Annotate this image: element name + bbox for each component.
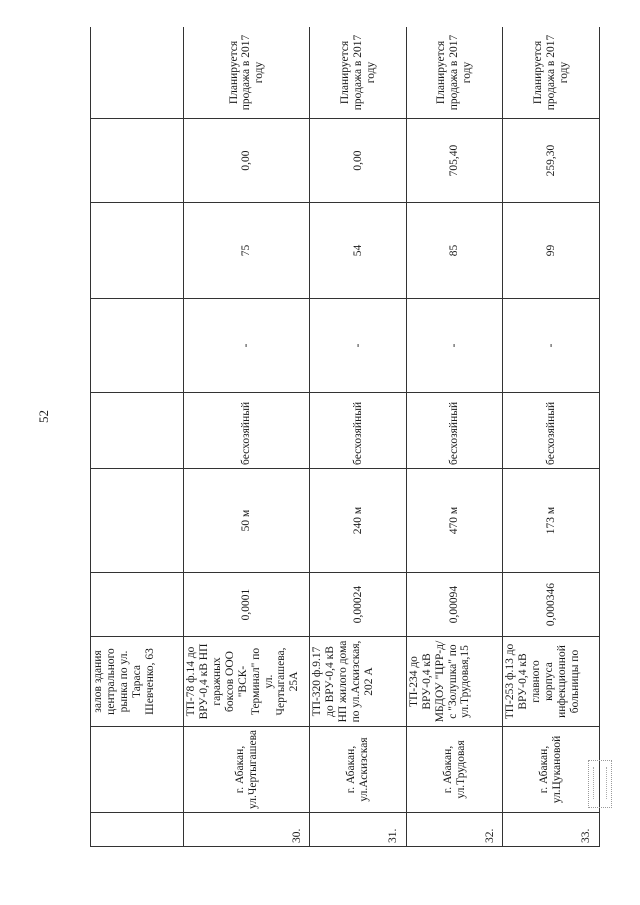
cell-dash: - [184, 299, 310, 393]
cell-status [91, 393, 184, 469]
cell-power: 85 [406, 203, 503, 299]
cell-power: 99 [503, 203, 600, 299]
cell-value: 0,00094 [406, 573, 503, 637]
cell-length: 470 м [406, 469, 503, 573]
cell-value: 0,00024 [310, 573, 407, 637]
page-number: 52 [36, 410, 51, 423]
cell-address: г. Абакан, ул.Чертыгашева [184, 727, 310, 813]
cell-dash [91, 299, 184, 393]
cell-plan: Планируется продажа в 2017 году [310, 27, 407, 119]
cell-route: ТП-320 ф.9.17 до ВРУ-0,4 кВ НП жилого дома по ул.Аскизская, 202 А [310, 637, 407, 727]
cell-plan [91, 27, 184, 119]
cell-length: 240 м [310, 469, 407, 573]
scan-stamp-mark [588, 760, 612, 808]
cell-amount: 0,00 [310, 119, 407, 203]
cell-route: залов здания центрального рынка по ул. Тараса Шевченко, 63 [91, 637, 184, 727]
table-wrapper [90, 27, 600, 847]
cell-length: 173 м [503, 469, 600, 573]
cell-route: ТП-78 ф.14 до ВРУ-0,4 кВ НП гаражных боксов ООО "ВСК-Терминал" по ул. Чертыгашева, 25А [184, 637, 310, 727]
table-row [184, 27, 310, 847]
cell-dash: - [503, 299, 600, 393]
cell-power: 75 [184, 203, 310, 299]
cell-length [91, 469, 184, 573]
cell-status: бесхозяйный [406, 393, 503, 469]
cell-address: г. Абакан, ул.Цукановой [503, 727, 600, 813]
cell-value: 0,000346 [503, 573, 600, 637]
cell-value [91, 573, 184, 637]
cell-value: 0,0001 [184, 573, 310, 637]
cell-status: бесхозяйный [503, 393, 600, 469]
cell-num: 30. [184, 813, 310, 847]
cell-num: 31. [310, 813, 407, 847]
cell-address: г. Абакан, ул.Аскизская [310, 727, 407, 813]
cell-amount: 705,40 [406, 119, 503, 203]
cell-dash: - [310, 299, 407, 393]
table-row-continuation [91, 27, 184, 847]
cell-status: бесхозяйный [310, 393, 407, 469]
assets-table [90, 27, 600, 847]
cell-amount: 259,30 [503, 119, 600, 203]
cell-dash: - [406, 299, 503, 393]
cell-length: 50 м [184, 469, 310, 573]
table-row [310, 27, 407, 847]
cell-power: 54 [310, 203, 407, 299]
table-row [503, 27, 600, 847]
cell-plan: Планируется продажа в 2017 году [503, 27, 600, 119]
cell-num: 33. [503, 813, 600, 847]
cell-route: ТП-234 до ВРУ-0,4 кВ МБДОУ "ЦРР-д/с "Золушка" по ул.Трудовая,15 [406, 637, 503, 727]
cell-amount [91, 119, 184, 203]
cell-plan: Планируется продажа в 2017 году [184, 27, 310, 119]
cell-amount: 0,00 [184, 119, 310, 203]
cell-address [91, 727, 184, 813]
rotated-page-content [90, 27, 600, 847]
cell-route: ТП-253 ф.13 до ВРУ-0,4 кВ главного корпуса инфекционной больницы по [503, 637, 600, 727]
cell-address: г. Абакан, ул.Трудовая [406, 727, 503, 813]
cell-num: 32. [406, 813, 503, 847]
cell-power [91, 203, 184, 299]
cell-status: бесхозяйный [184, 393, 310, 469]
cell-num [91, 813, 184, 847]
cell-plan: Планируется продажа в 2017 году [406, 27, 503, 119]
table-row [406, 27, 503, 847]
